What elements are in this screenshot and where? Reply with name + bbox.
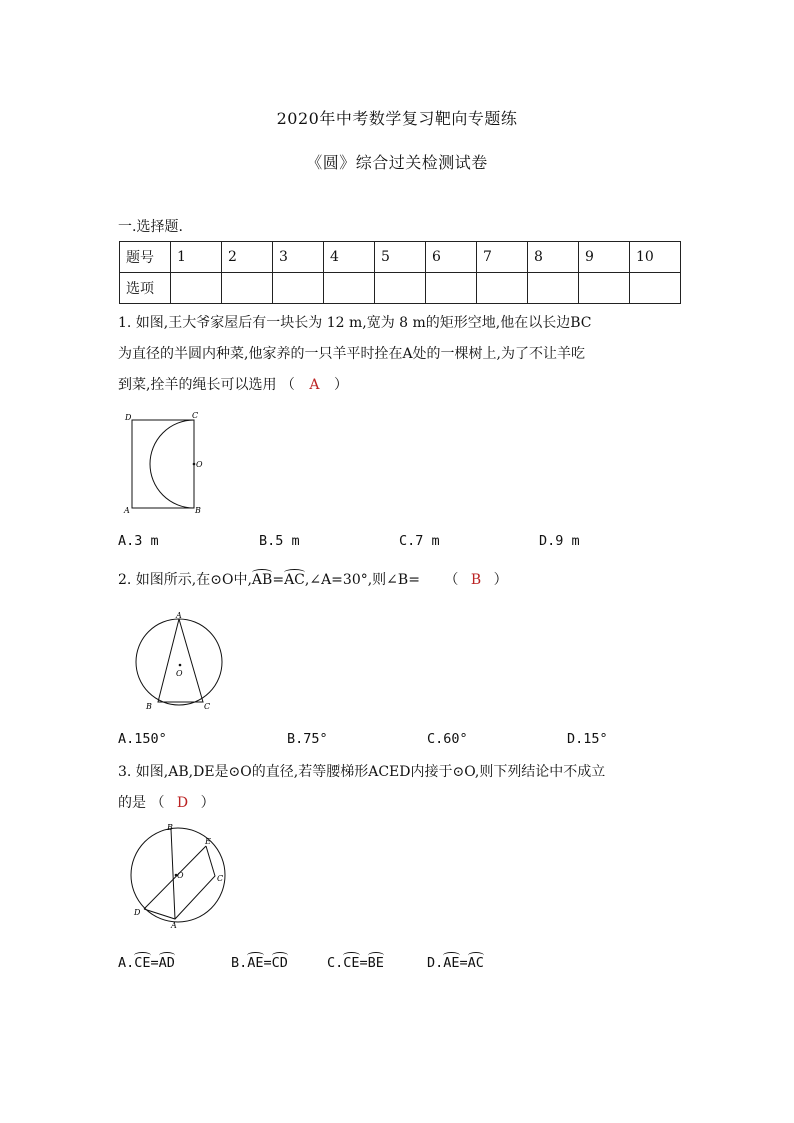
equals-sign: = [150, 955, 159, 971]
option-prefix: B. [231, 955, 248, 971]
option-prefix: C. [327, 955, 344, 971]
answer-cell[interactable] [222, 273, 273, 304]
arc-ce: CE [134, 955, 151, 971]
option-prefix: D. [427, 955, 444, 971]
q2-option-c[interactable]: C.60° [427, 731, 468, 747]
diameter-ab [171, 829, 175, 919]
option-prefix: A. [118, 955, 135, 971]
answer-cell[interactable] [375, 273, 426, 304]
trapezoid-shape [144, 846, 215, 919]
q3-circle-figure [124, 820, 234, 932]
equals-sign: = [359, 955, 368, 971]
triangle-shape [158, 619, 203, 702]
q3-option-c[interactable] [327, 955, 384, 971]
document-subtitle: 《圆》综合过关检测试卷 [306, 153, 488, 172]
answer-cell[interactable] [426, 273, 477, 304]
table-cell: 5 [375, 242, 426, 273]
answer-cell[interactable] [171, 273, 222, 304]
arc-ae: AE [247, 955, 264, 971]
label-C: C [192, 411, 199, 420]
arc-be: BE [367, 955, 384, 971]
circle-shape [136, 619, 222, 705]
q1-line3 [118, 374, 348, 394]
table-header-cell: 选项 [120, 273, 171, 304]
answer-cell[interactable] [324, 273, 375, 304]
q1-line3-suffix: ） [333, 377, 348, 393]
table-cell: 8 [528, 242, 579, 273]
label-O: O [177, 871, 184, 880]
q2-arc-ac: AC [284, 572, 305, 588]
q2-answer: B [470, 572, 482, 588]
q2-option-b[interactable]: B.75° [287, 731, 328, 747]
label-A: A [171, 921, 177, 930]
label-O: O [196, 460, 203, 469]
q2-paren-open: （ [444, 572, 459, 588]
q3-option-d[interactable] [427, 955, 484, 971]
label-B: B [167, 823, 173, 832]
label-D: D [125, 413, 132, 422]
answer-cell[interactable] [579, 273, 630, 304]
document-title: 2020年中考数学复习靶向专题练 [276, 109, 518, 128]
arc-cd: CD [271, 955, 288, 971]
label-B: B [146, 702, 152, 711]
semicircle-shape [150, 420, 194, 508]
answer-cell[interactable] [528, 273, 579, 304]
q1-option-c[interactable]: C.7 m [399, 533, 440, 549]
label-B: B [195, 506, 201, 515]
label-C: C [217, 874, 224, 883]
q1-option-a[interactable]: A.3 m [118, 533, 159, 549]
q1-rectangle-figure [122, 410, 212, 515]
q1-line1: 1. 如图,王大爷家屋后有一块长为 12 m,宽为 8 m的矩形空地,他在以长边BC [118, 315, 592, 331]
q3-line2-suffix: ） [200, 795, 215, 811]
q3-answer: D [176, 795, 189, 811]
q1-option-b[interactable]: B.5 m [259, 533, 300, 549]
label-C: C [204, 702, 211, 711]
q2-prefix: 2. 如图所示,在⊙O中, [118, 572, 252, 588]
label-A: A [124, 506, 130, 515]
q3-line2-prefix: 的是 （ [118, 795, 165, 811]
answer-cell[interactable] [630, 273, 681, 304]
table-cell: 10 [630, 242, 681, 273]
q2-equals: = [272, 572, 285, 588]
diameter-de [144, 846, 206, 909]
center-point [179, 664, 182, 667]
label-O: O [176, 669, 183, 678]
answer-table [119, 241, 681, 304]
table-cell: 2 [222, 242, 273, 273]
q2-paren-close: ） [493, 572, 508, 588]
q2-option-a[interactable]: A.150° [118, 731, 167, 747]
q3-option-b[interactable] [231, 955, 288, 971]
table-row [120, 242, 681, 273]
arc-ae: AE [443, 955, 460, 971]
table-cell: 1 [171, 242, 222, 273]
center-point [193, 463, 196, 466]
q2-middle: ,∠A=30°,则∠B= [304, 572, 420, 588]
arc-ac: AC [467, 955, 484, 971]
table-header-cell: 题号 [120, 242, 171, 273]
section-heading: 一.选择题. [118, 219, 183, 235]
table-row [120, 273, 681, 304]
equals-sign: = [459, 955, 468, 971]
q1-option-d[interactable]: D.9 m [539, 533, 580, 549]
table-cell: 3 [273, 242, 324, 273]
q1-answer: A [309, 377, 320, 393]
label-D: D [134, 908, 141, 917]
answer-cell[interactable] [477, 273, 528, 304]
label-A: A [176, 611, 182, 620]
q2-option-d[interactable]: D.15° [567, 731, 608, 747]
q2-line [118, 569, 508, 589]
answer-cell[interactable] [273, 273, 324, 304]
arc-ce: CE [343, 955, 360, 971]
q3-line1: 3. 如图,AB,DE是⊙O的直径,若等腰梯形ACED内接于⊙O,则下列结论中不成立 [118, 764, 606, 780]
equals-sign: = [263, 955, 272, 971]
q3-line2 [118, 792, 215, 812]
arc-ad: AD [158, 955, 175, 971]
label-E: E [205, 837, 211, 846]
q2-circle-figure [130, 610, 230, 715]
q1-line2: 为直径的半圆内种菜,他家养的一只羊平时拴在A处的一棵树上,为了不让羊吃 [118, 346, 586, 362]
q2-arc-ab: AB [251, 572, 273, 588]
q3-option-a[interactable] [118, 955, 175, 971]
table-cell: 4 [324, 242, 375, 273]
q1-line3-prefix: 到菜,拴羊的绳长可以选用 （ [118, 377, 295, 393]
table-cell: 7 [477, 242, 528, 273]
table-cell: 6 [426, 242, 477, 273]
table-cell: 9 [579, 242, 630, 273]
